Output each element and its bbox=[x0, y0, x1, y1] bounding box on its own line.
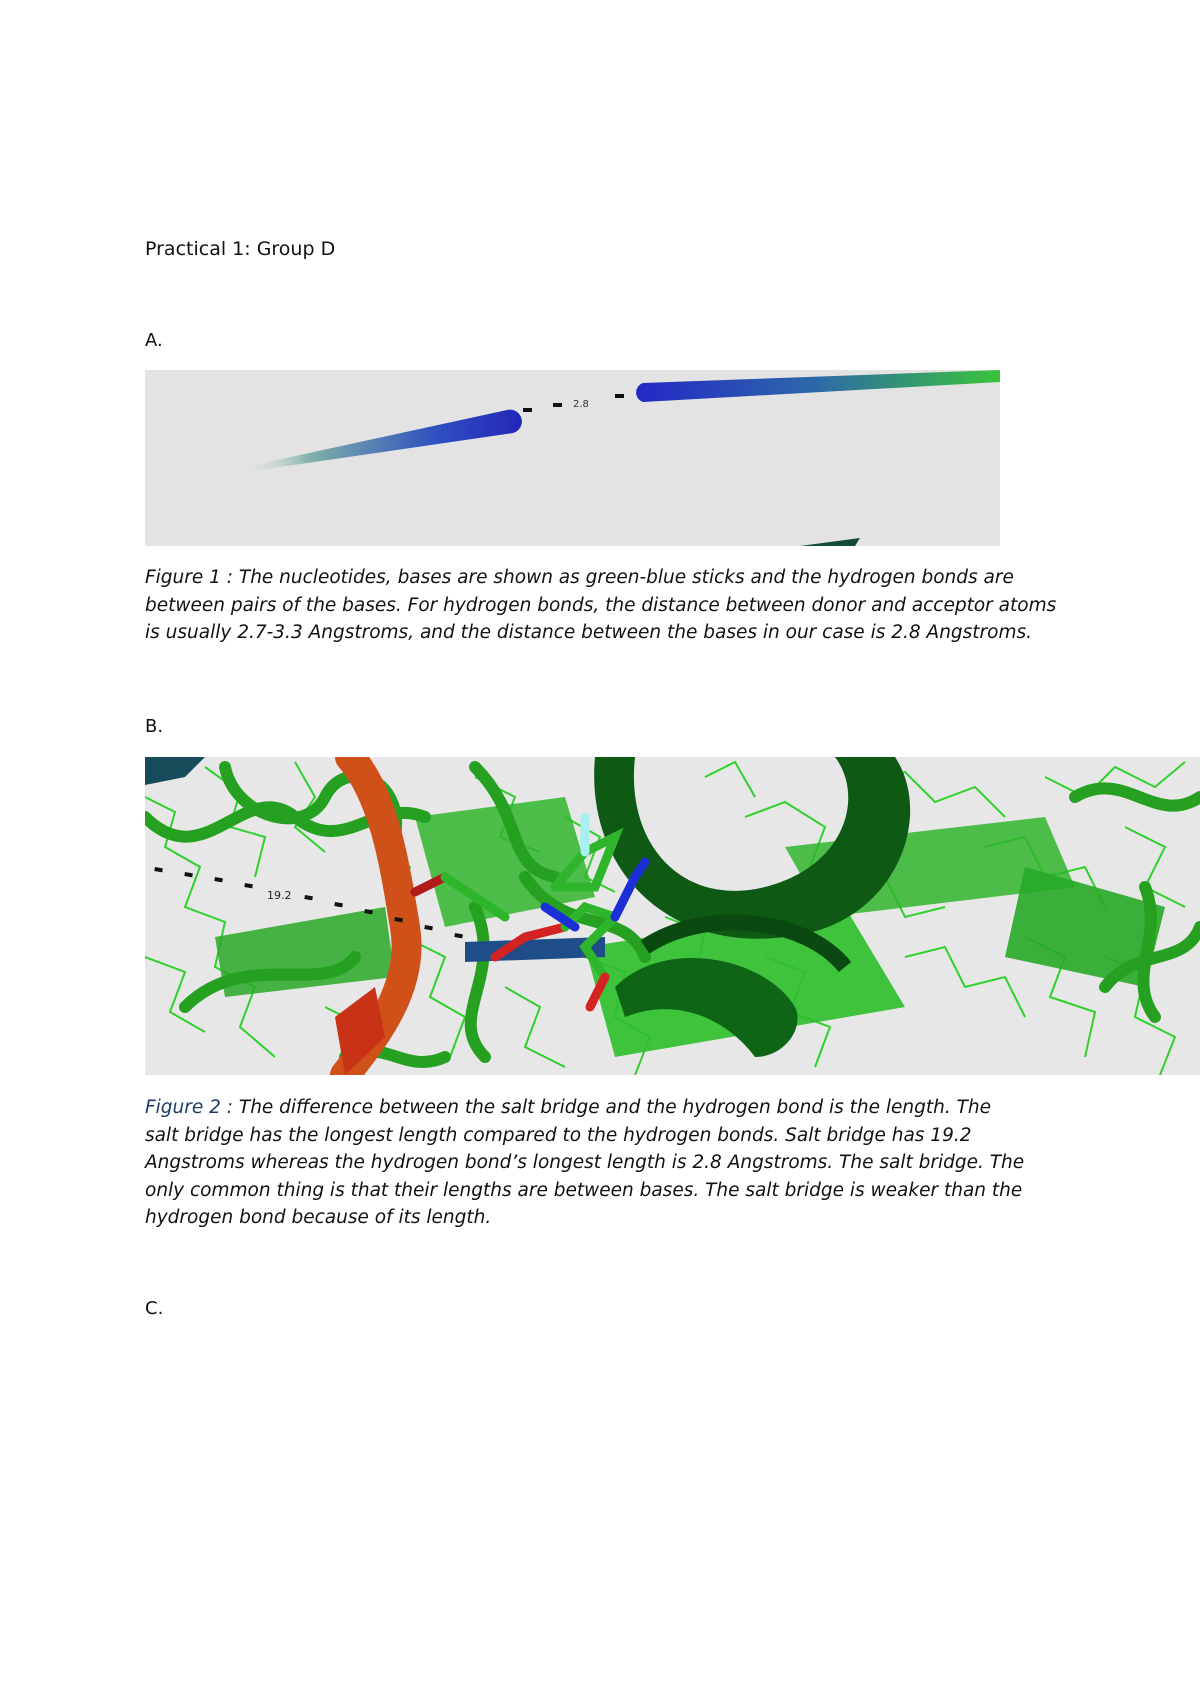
figure-2-image bbox=[145, 757, 1200, 1075]
partial-strand bbox=[800, 538, 860, 546]
section-label-c: C. bbox=[145, 1298, 164, 1319]
figure-2-distance-label: 19.2 bbox=[267, 889, 292, 902]
figure-1-caption-label: Figure 1 : bbox=[145, 567, 234, 588]
figure-2-caption-text: The difference between the salt bridge and the hydrogen bond is the length. The salt bridge has the longest length compared to the hydrogen bonds. Salt bridge has 19.2 Angstroms whereas the hydrogen bond’s longest length is 2.8 Angstroms. The salt bridge. The only common thing is that their lengths are between bases. The salt bridge is weaker than the hydrogen bond because of its length. bbox=[145, 1097, 1025, 1228]
figure-2-caption-label: Figure 2 : bbox=[145, 1097, 239, 1118]
right-base-stick bbox=[636, 370, 1000, 402]
left-base-stick bbox=[240, 410, 522, 472]
figure-1-distance-label: 2.8 bbox=[573, 399, 589, 410]
section-label-b: B. bbox=[145, 716, 164, 737]
section-label-a: A. bbox=[145, 330, 163, 351]
figure-1-caption bbox=[145, 564, 1075, 647]
figure-2-caption bbox=[145, 1094, 1025, 1232]
page-title: Practical 1: Group D bbox=[145, 238, 336, 260]
figure-1-image bbox=[145, 370, 1000, 546]
figure-1-caption-text: The nucleotides, bases are shown as green-blue sticks and the hydrogen bonds are between pairs of the bases. For hydrogen bonds, the distance between donor and acceptor atoms is usually 2.7-3.3 Angstroms, and the distance between the bases in our case is 2.8 Angstroms. bbox=[145, 567, 1057, 643]
dark-strand-top-left bbox=[145, 757, 205, 785]
